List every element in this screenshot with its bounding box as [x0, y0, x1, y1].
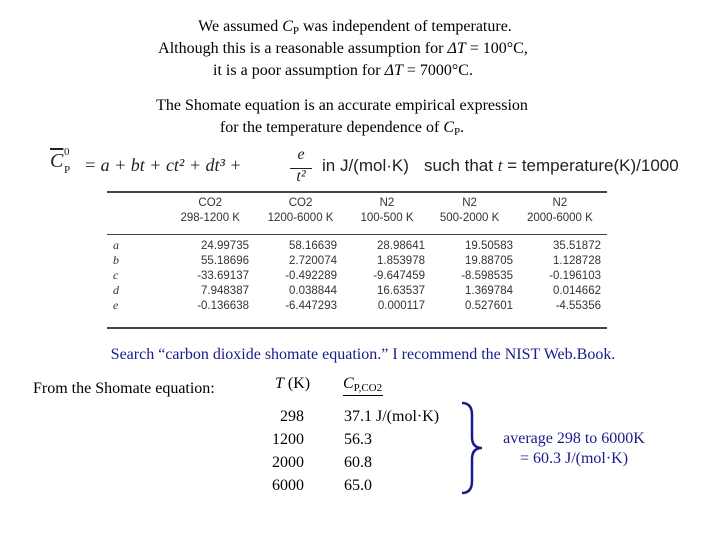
cp-value: 56.3 [344, 431, 372, 448]
results-col1-header: T (K) [275, 375, 311, 392]
header-range: 100-500 K [360, 211, 414, 224]
temp-value: 298 [280, 408, 304, 425]
average-note [488, 429, 660, 469]
table-row: b 55.18696 2.720074 1.853978 19.88705 1.128728 [113, 253, 601, 267]
temp-value: 2000 [272, 454, 304, 471]
cp-value: 60.8 [344, 454, 372, 471]
coefficient-table-body [107, 238, 607, 313]
equation-units: in J/(mol·K) [322, 156, 409, 175]
header-species: N2 [462, 197, 477, 210]
header-range: 1200-6000 K [267, 211, 334, 224]
right-brace-icon [458, 401, 486, 495]
header-range: 298-1200 K [180, 211, 240, 224]
equation-rhs: = a + bt + ct² + dt³ + [84, 155, 242, 175]
temp-value: 1200 [272, 431, 304, 448]
intro-line-2: Although this is a reasonable assumption for ΔT = 100°C, [158, 40, 528, 57]
cp-value: 37.1 J/(mol·K) [344, 408, 440, 425]
intro-line-3: it is a poor assumption for ΔT = 7000°C. [213, 62, 473, 79]
results-label: From the Shomate equation: [33, 380, 215, 397]
table-top-rule [107, 191, 607, 193]
table-row: a 24.99735 58.16639 28.98641 19.50583 35.51872 [113, 238, 601, 252]
cp-value: 65.0 [344, 477, 372, 494]
table-row: c -33.69137 -0.492289 -9.647459 -8.598535 -0.196103 [113, 268, 601, 282]
average-line-1: average 298 to 6000K [503, 430, 645, 447]
coefficient-table [107, 196, 607, 225]
search-note: Search “carbon dioxide shomate equation.” I recommend the NIST Web.Book. [110, 346, 616, 363]
equation-condition: such that t = temperature(K)/1000 [424, 156, 679, 175]
table-bottom-rule [107, 327, 607, 329]
results-col2-underline [343, 395, 383, 396]
equation-lhs: $\overline{C}$ P 0 [50, 146, 71, 176]
results-temps [262, 405, 304, 497]
equation-frac-den: t² [296, 168, 306, 185]
average-line-2: = 60.3 J/(mol·K) [519, 450, 629, 467]
header-species: CO2 [288, 197, 313, 210]
header-species: CO2 [198, 197, 223, 210]
table-header-ranges [107, 211, 607, 226]
header-species: N2 [552, 197, 568, 210]
table-row: d 7.948387 0.038844 16.63537 1.369784 0.014662 [113, 283, 601, 297]
shomate-line-2: for the temperature dependence of $C_P$. [219, 119, 465, 138]
results-col2-header: $C_{P,CO2}$ [343, 375, 383, 394]
equation-frac-num: e [297, 146, 305, 163]
shomate-equation [50, 146, 690, 190]
table-mid-rule [107, 234, 607, 235]
table-header-species [107, 196, 607, 211]
intro-line-1: We assumed $C_P$ was independent of temperature. [198, 18, 512, 37]
results-cps [344, 405, 439, 497]
header-range: 500-2000 K [439, 211, 500, 224]
temp-value: 6000 [272, 477, 304, 494]
header-range: 2000-6000 K [526, 211, 593, 224]
table-row: e -0.136638 -6.447293 0.000117 0.527601 -4.55356 [113, 298, 601, 312]
header-species: N2 [379, 197, 395, 210]
shomate-line-1: The Shomate equation is an accurate empirical expression [156, 97, 528, 114]
